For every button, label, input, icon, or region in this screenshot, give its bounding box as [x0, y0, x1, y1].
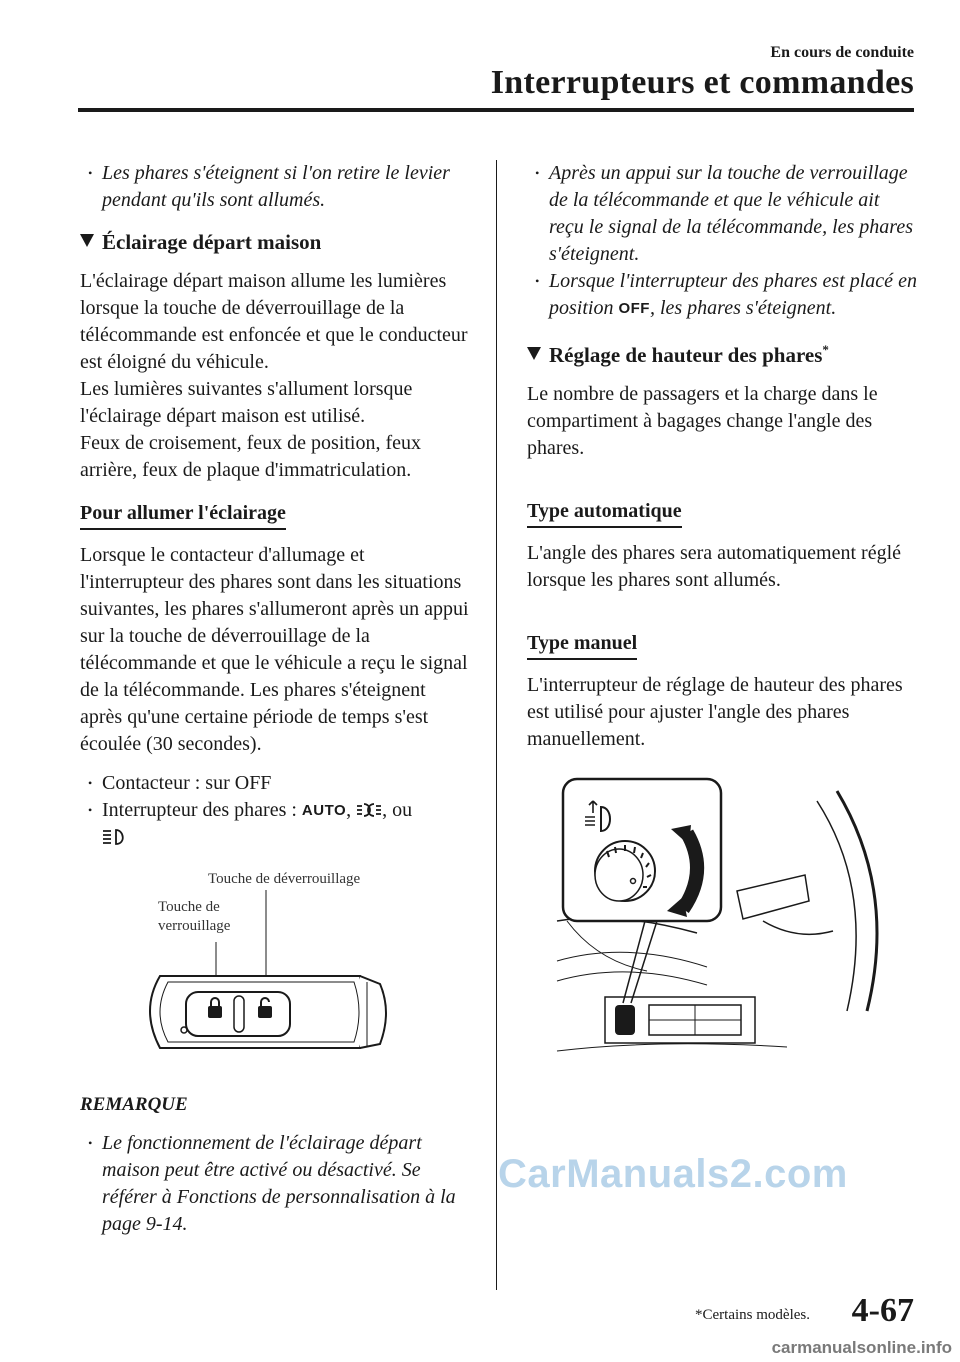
bullet-interrupteur — [80, 797, 472, 854]
triangle-icon — [80, 234, 94, 247]
heading-text: Réglage de hauteur des phares — [549, 343, 823, 367]
paragraph-conditions: Lorsque le contacteur d'allumage et l'interrupteur des phares sont dans les situations suivantes, les phares s'allumeront après un appui sur la touche de déverrouillage de la télécommande et que le véhicule a reçu le signal de la télécommande. Les phares s'éteignent après qu'une certaine période de temps s'est écoulée (30 secondes). — [80, 544, 469, 755]
watermark-bottom: carmanualsonline.info — [771, 1338, 952, 1357]
bullet-lock-press: • Après un appui sur la touche de verrouillage de la télécommande et que le véhicule ait reçu le signal de la télécommande, les phares s'éteignent. — [527, 160, 919, 268]
heading-reglage-hauteur — [527, 336, 919, 369]
heading-eclairage-depart-maison — [80, 228, 472, 256]
auto-icon: AUTO — [301, 802, 347, 819]
note-title: REMARQUE — [80, 1094, 188, 1115]
header-rule — [78, 108, 914, 112]
footnote: *Certains modèles. — [695, 1307, 810, 1323]
subheading-text: Type manuel — [527, 630, 637, 660]
subheading-text: Type automatique — [527, 498, 682, 528]
label-lock: Touche de verrouillage — [158, 899, 231, 934]
parking-light-icon — [356, 802, 382, 818]
watermark: CarManuals2.com — [498, 1152, 848, 1196]
note-body: • Le fonctionnement de l'éclairage départ maison peut être activé ou désactivé. Se référer à Fonctions de personnalisation à la page 9-14. — [80, 1130, 472, 1238]
separator: , ou — [382, 799, 413, 821]
label-unlock: Touche de déverrouillage — [208, 871, 361, 887]
subheading-text: Pour allumer l'éclairage — [80, 500, 286, 530]
paragraph-passengers: Le nombre de passagers et la charge dans le compartiment à bagages change l'angle des phares. — [527, 383, 878, 459]
paragraph-light-list: Feux de croisement, feux de position, feux arrière, feux de plaque d'immatriculation. — [80, 432, 422, 481]
key-fob-figure — [80, 860, 472, 1080]
bullet-lever-note: • Les phares s'éteignent si l'on retire le levier pendant qu'ils sont allumés. — [80, 160, 472, 214]
subheading-type-automatique — [527, 498, 919, 528]
paragraph-manual: L'interrupteur de réglage de hauteur des phares est utilisé pour ajuster l'angle des phares manuellement. — [527, 674, 903, 750]
subheading-type-manuel — [527, 630, 919, 660]
bullet-text: , les phares s'éteignent. — [649, 297, 837, 319]
section-title: En cours de conduite — [770, 44, 914, 61]
bullet-text: Interrupteur des phares : — [102, 799, 302, 821]
key-fob-drawing — [80, 860, 472, 1080]
page-title: Interrupteurs et commandes — [490, 64, 914, 101]
left-column — [80, 160, 472, 1238]
heading-text: Éclairage départ maison — [102, 230, 322, 254]
paragraph-lights: Les lumières suivantes s'allument lorsque l'éclairage départ maison est utilisé. — [80, 378, 413, 427]
paragraph-intro: L'éclairage départ maison allume les lumières lorsque la touche de déverrouillage de la télécommande est enfoncée et que le conducteur est éloigné du véhicule. — [80, 270, 468, 373]
page-number: 4-67 — [851, 1292, 914, 1329]
separator: , — [346, 799, 357, 821]
headlight-icon — [102, 828, 128, 846]
bullet-off-position — [527, 268, 919, 322]
bullet-text: Lorsque l'interrupteur des phares est placé en position — [549, 270, 917, 319]
triangle-icon — [527, 347, 541, 360]
column-divider — [496, 160, 497, 1290]
footnote-marker: * — [822, 342, 829, 357]
paragraph-auto: L'angle des phares sera automatiquement réglé lorsque les phares sont allumés. — [527, 542, 902, 591]
subheading-allumer — [80, 500, 472, 530]
bullet-contacteur: • Contacteur : sur OFF — [80, 770, 472, 797]
off-icon: OFF — [618, 300, 650, 317]
leveling-switch-figure — [537, 771, 907, 1071]
right-column — [527, 160, 919, 1076]
